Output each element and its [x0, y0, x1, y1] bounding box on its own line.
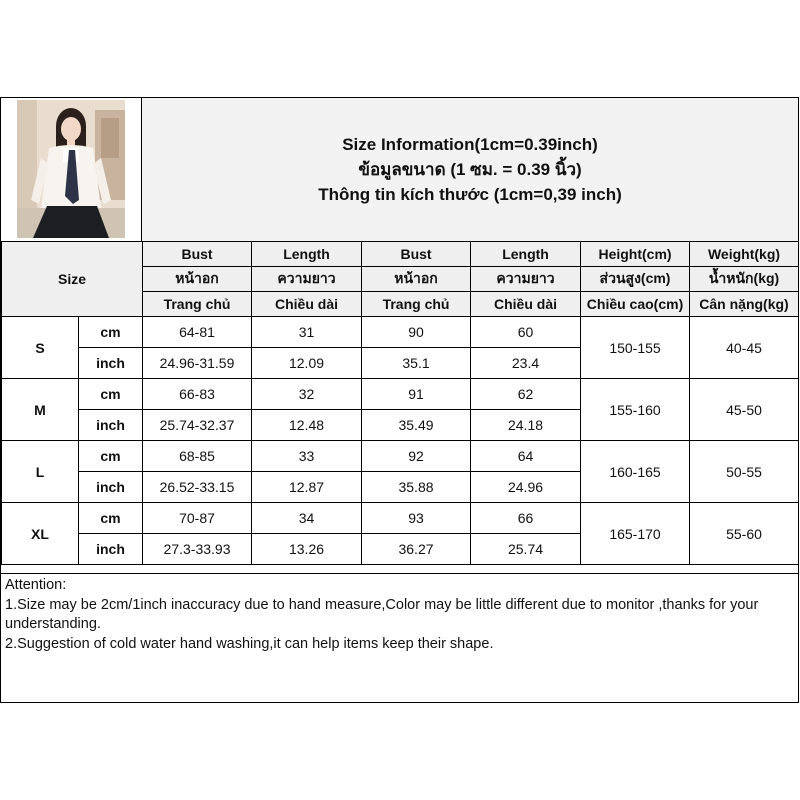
table-cell: 33 — [252, 441, 362, 472]
table-cell: 34 — [252, 503, 362, 534]
title-english: Size Information(1cm=0.39inch) — [342, 135, 598, 154]
header-cell: หน้าอก — [362, 267, 471, 292]
unit-label: cm — [79, 379, 143, 410]
header-cell: Length — [252, 242, 362, 267]
header-cell: Length — [471, 242, 581, 267]
table-cell: 12.09 — [252, 348, 362, 379]
weight-cell: 40-45 — [690, 317, 799, 379]
table-cell: 60 — [471, 317, 581, 348]
unit-label: inch — [79, 472, 143, 503]
weight-cell: 45-50 — [690, 379, 799, 441]
table-cell: 26.52-33.15 — [143, 472, 252, 503]
table-cell: 64-81 — [143, 317, 252, 348]
table-cell: 25.74 — [471, 534, 581, 565]
size-name: M — [2, 379, 79, 441]
notes-line: 2.Suggestion of cold water hand washing,it can help items keep their shape. — [5, 635, 494, 652]
height-cell: 150-155 — [581, 317, 690, 379]
table-cell: 35.88 — [362, 472, 471, 503]
size-name: XL — [2, 503, 79, 565]
header-cell: Bust — [143, 242, 252, 267]
header-row — [1, 98, 798, 241]
table-cell: 90 — [362, 317, 471, 348]
table-cell: 23.4 — [471, 348, 581, 379]
table-cell: 35.49 — [362, 410, 471, 441]
product-photo — [17, 100, 125, 238]
unit-label: inch — [79, 534, 143, 565]
notes-line: 1.Size may be 2cm/1inch inaccuracy due to hand measure,Color may be little different due to monitor ,thanks for your understanding. — [5, 596, 759, 632]
unit-label: cm — [79, 441, 143, 472]
table-cell: 64 — [471, 441, 581, 472]
table-cell: 92 — [362, 441, 471, 472]
table-cell: 62 — [471, 379, 581, 410]
size-column-label: Size — [2, 242, 143, 317]
table-cell: 27.3-33.93 — [143, 534, 252, 565]
table-row — [2, 441, 799, 472]
header-cell: Chiều dài — [471, 292, 581, 317]
title-vietnamese: Thông tin kích thước (1cm=0,39 inch) — [318, 185, 622, 204]
header-cell: ความยาว — [471, 267, 581, 292]
header-cell: Weight(kg) — [690, 242, 799, 267]
table-cell: 24.18 — [471, 410, 581, 441]
table-cell: 12.48 — [252, 410, 362, 441]
table-cell: 13.26 — [252, 534, 362, 565]
weight-cell: 55-60 — [690, 503, 799, 565]
header-cell: Trang chủ — [143, 292, 252, 317]
table-cell: 24.96-31.59 — [143, 348, 252, 379]
header-cell: ความยาว — [252, 267, 362, 292]
table-cell: 24.96 — [471, 472, 581, 503]
header-cell: Height(cm) — [581, 242, 690, 267]
header-cell: Chiều cao(cm) — [581, 292, 690, 317]
table-row — [2, 317, 799, 348]
header-cell: ส่วนสูง(cm) — [581, 267, 690, 292]
table-cell: 93 — [362, 503, 471, 534]
table-row — [2, 503, 799, 534]
table-cell: 66 — [471, 503, 581, 534]
table-cell: 12.87 — [252, 472, 362, 503]
header-cell: น้ำหนัก(kg) — [690, 267, 799, 292]
size-name: S — [2, 317, 79, 379]
size-table — [1, 241, 799, 565]
table-cell: 66-83 — [143, 379, 252, 410]
product-photo-cell — [1, 98, 142, 241]
table-cell: 35.1 — [362, 348, 471, 379]
header-cell: Bust — [362, 242, 471, 267]
attention-notes — [1, 573, 798, 702]
header-cell: Cân nặng(kg) — [690, 292, 799, 317]
unit-label: inch — [79, 348, 143, 379]
title-thai: ข้อมูลขนาด (1 ซม. = 0.39 นิ้ว) — [358, 160, 582, 179]
table-cell: 25.74-32.37 — [143, 410, 252, 441]
table-row — [2, 379, 799, 410]
unit-label: cm — [79, 503, 143, 534]
size-chart — [0, 97, 799, 703]
header-cell: หน้าอก — [143, 267, 252, 292]
height-cell: 160-165 — [581, 441, 690, 503]
size-name: L — [2, 441, 79, 503]
height-cell: 155-160 — [581, 379, 690, 441]
unit-label: inch — [79, 410, 143, 441]
table-cell: 31 — [252, 317, 362, 348]
header-row-english — [2, 242, 799, 267]
table-cell: 91 — [362, 379, 471, 410]
table-cell: 70-87 — [143, 503, 252, 534]
title-block — [142, 98, 798, 241]
unit-label: cm — [79, 317, 143, 348]
table-cell: 36.27 — [362, 534, 471, 565]
weight-cell: 50-55 — [690, 441, 799, 503]
table-cell: 32 — [252, 379, 362, 410]
notes-heading: Attention: — [5, 577, 67, 593]
header-cell: Chiều dài — [252, 292, 362, 317]
table-cell: 68-85 — [143, 441, 252, 472]
height-cell: 165-170 — [581, 503, 690, 565]
header-cell: Trang chủ — [362, 292, 471, 317]
